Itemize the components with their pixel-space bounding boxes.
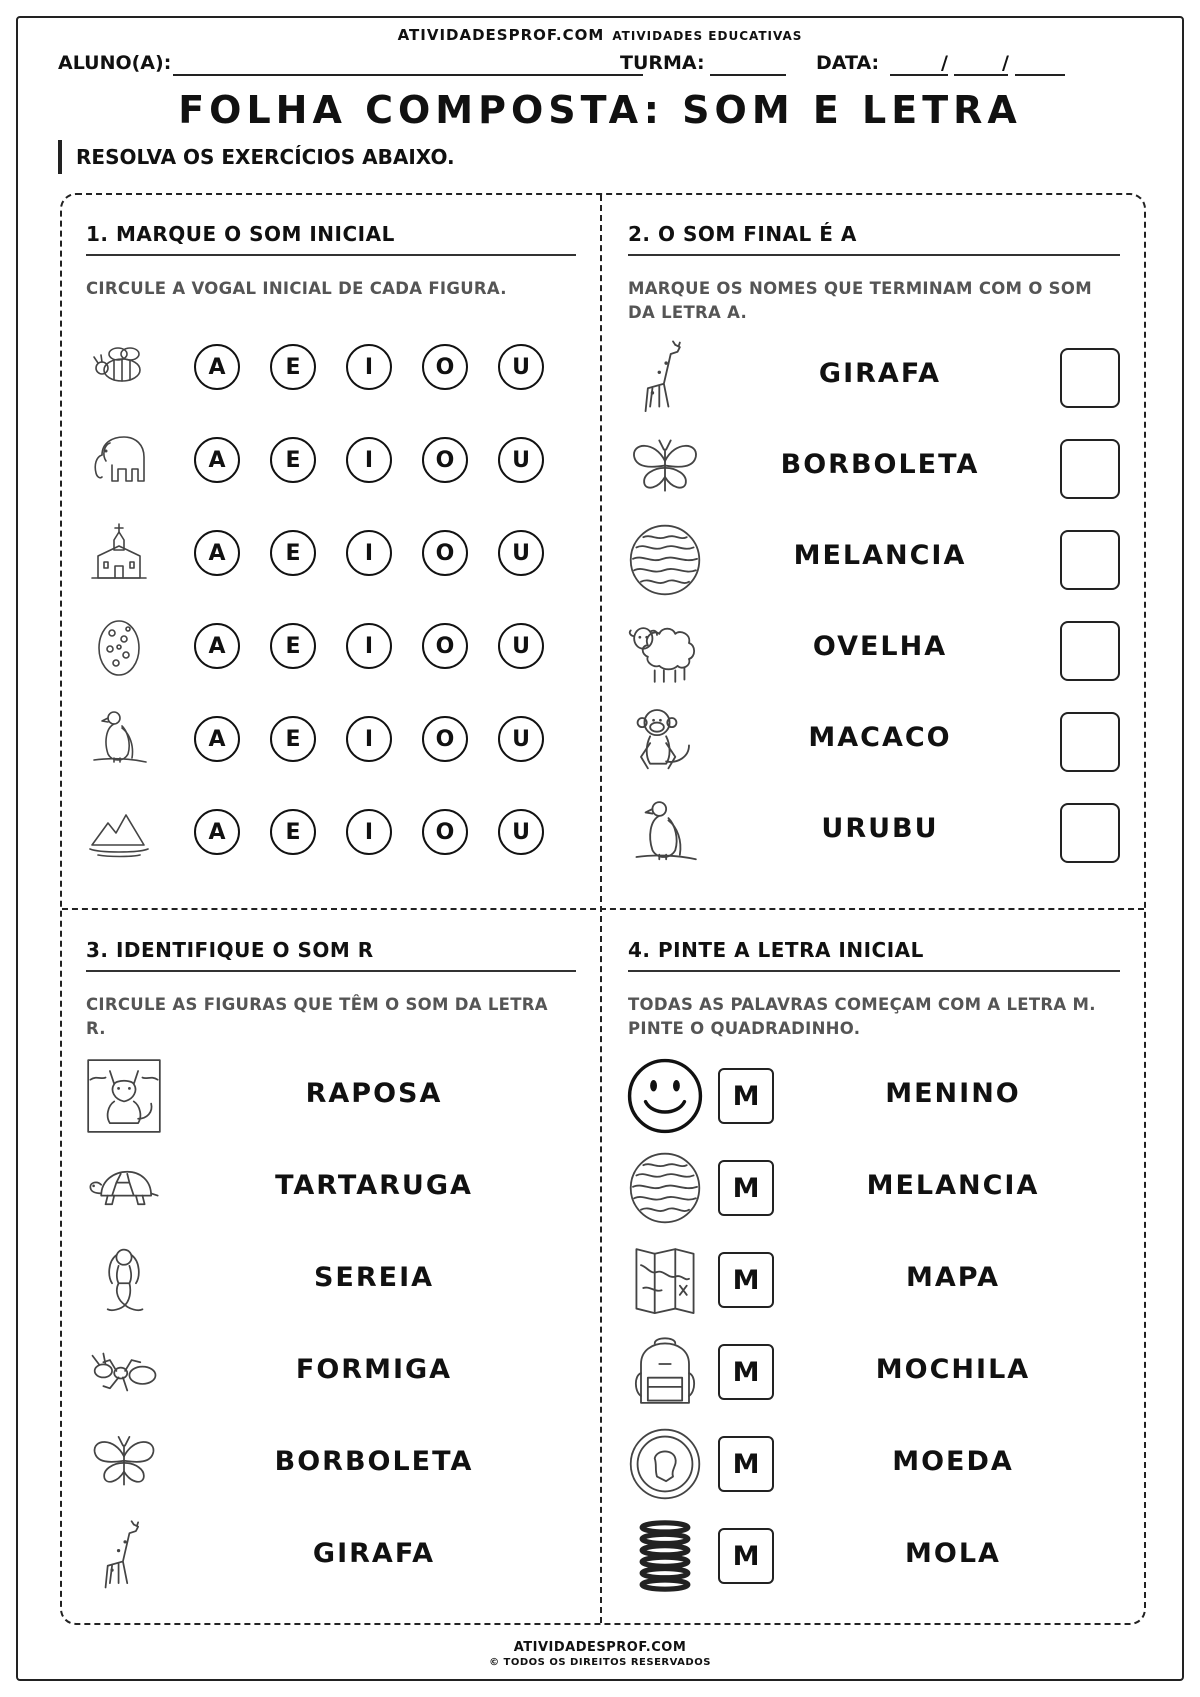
site-name: ATIVIDADESPROF.COM [397,26,605,44]
vowel-option-i[interactable]: I [346,437,392,483]
vulture-icon [625,793,705,873]
vowel-option-i[interactable]: I [346,344,392,390]
island-icon [84,797,154,867]
answer-checkbox[interactable] [1060,712,1120,772]
date-separator: / [1002,52,1009,74]
vowel-option-e[interactable]: E [270,716,316,762]
student-name-line[interactable] [173,74,643,76]
answer-checkbox[interactable] [1060,530,1120,590]
site-header [0,26,1200,44]
section3-subtitle [86,993,548,1041]
word-label[interactable]: GIRAFA [312,1538,436,1569]
map-icon [625,1240,705,1320]
vowel-option-e[interactable]: E [270,623,316,669]
answer-checkbox[interactable] [1060,621,1120,681]
vowel-option-o[interactable]: O [422,809,468,855]
vowel-option-a[interactable]: A [194,344,240,390]
section1-subtitle: CIRCULE A VOGAL INICIAL DE CADA FIGURA. [86,279,507,298]
vowel-option-e[interactable]: E [270,437,316,483]
section2-subtitle [628,277,1092,325]
date-month-line[interactable] [954,74,1008,76]
word-label: MAPA [906,1262,1000,1293]
section4-title: 4. PINTE A LETRA INICIAL [628,938,924,962]
mermaid-icon [86,1242,162,1318]
elephant-icon [84,425,154,495]
vowel-option-e[interactable]: E [270,809,316,855]
page-title: FOLHA COMPOSTA: SOM E LETRA [178,88,1022,132]
word-label: MENINO [885,1078,1021,1109]
footer-copyright: © TODOS OS DIREITOS RESERVADOS [489,1657,711,1668]
smiley-icon [625,1056,705,1136]
vowel-option-a[interactable]: A [194,530,240,576]
section2-underline [628,254,1120,256]
word-label: MOEDA [892,1446,1014,1477]
egg-icon [84,611,154,681]
word-label: MACACO [808,722,952,753]
backpack-icon [625,1332,705,1412]
turtle-icon [86,1150,162,1226]
vowel-option-o[interactable]: O [422,623,468,669]
section2-subtitle-line: MARQUE OS NOMES QUE TERMINAM COM O SOM [628,279,1092,298]
word-label: MELANCIA [866,1170,1040,1201]
vowel-option-e[interactable]: E [270,530,316,576]
letter-m-box[interactable]: M [718,1068,774,1124]
church-icon [84,518,154,588]
section3-underline [86,970,576,972]
word-label[interactable]: FORMIGA [295,1354,453,1385]
word-label: OVELHA [812,631,948,662]
spring-icon [625,1516,705,1596]
date-separator: / [941,52,948,74]
letter-m-box[interactable]: M [718,1252,774,1308]
vowel-option-i[interactable]: I [346,716,392,762]
word-label[interactable]: BORBOLETA [274,1446,474,1477]
bee-icon [84,332,154,402]
section1-title: 1. MARQUE O SOM INICIAL [86,222,395,246]
fox-icon [86,1058,162,1134]
word-label[interactable]: RAPOSA [305,1078,443,1109]
section4-subtitle-line: PINTE O QUADRADINHO. [628,1019,861,1038]
section1-underline [86,254,576,256]
vowel-option-u[interactable]: U [498,530,544,576]
answer-checkbox[interactable] [1060,803,1120,863]
word-label: GIRAFA [818,358,942,389]
student-info-row [58,52,1148,78]
vulture-icon [84,704,154,774]
answer-checkbox[interactable] [1060,348,1120,408]
vowel-option-i[interactable]: I [346,809,392,855]
word-label: MELANCIA [793,540,967,571]
vowel-option-u[interactable]: U [498,716,544,762]
vowel-option-o[interactable]: O [422,344,468,390]
site-tagline: ATIVIDADES EDUCATIVAS [612,29,803,43]
word-label[interactable]: SEREIA [313,1262,435,1293]
vowel-option-u[interactable]: U [498,437,544,483]
vowel-option-e[interactable]: E [270,344,316,390]
class-label: TURMA: [620,52,705,74]
vowel-option-a[interactable]: A [194,809,240,855]
section3-subtitle-line: CIRCULE AS FIGURAS QUE TÊM O SOM DA LETRA [86,995,548,1014]
section4-subtitle [628,993,1096,1041]
section4-subtitle-line: TODAS AS PALAVRAS COMEÇAM COM A LETRA M. [628,995,1096,1014]
vowel-option-u[interactable]: U [498,623,544,669]
section2-title: 2. O SOM FINAL É A [628,222,857,246]
footer-site: ATIVIDADESPROF.COM [513,1640,687,1655]
word-label: MOCHILA [875,1354,1031,1385]
monkey-icon [625,702,705,782]
letter-m-box[interactable]: M [718,1160,774,1216]
vowel-option-i[interactable]: I [346,623,392,669]
letter-m-box[interactable]: M [718,1344,774,1400]
vowel-option-a[interactable]: A [194,437,240,483]
student-label: ALUNO(A): [58,52,172,74]
word-label: MOLA [905,1538,1001,1569]
class-line[interactable] [710,74,786,76]
date-year-line[interactable] [1015,74,1065,76]
section3-subtitle-line: R. [86,1019,106,1038]
vowel-option-i[interactable]: I [346,530,392,576]
instruction: RESOLVA OS EXERCÍCIOS ABAIXO. [58,140,455,174]
footer [0,1640,1200,1668]
giraffe-icon [625,338,705,418]
letter-m-box[interactable]: M [718,1528,774,1584]
letter-m-box[interactable]: M [718,1436,774,1492]
section4-underline [628,970,1120,972]
vowel-option-a[interactable]: A [194,716,240,762]
butterfly-icon [625,429,705,509]
section2-subtitle-line: DA LETRA A. [628,303,748,322]
horizontal-divider [62,908,1144,910]
vowel-option-a[interactable]: A [194,623,240,669]
date-day-line[interactable] [890,74,948,76]
date-label: DATA: [816,52,880,74]
ant-icon [86,1334,162,1410]
word-label: URUBU [821,813,939,844]
vowel-option-o[interactable]: O [422,437,468,483]
butterfly-icon [86,1426,162,1502]
giraffe-icon [86,1518,162,1594]
word-label[interactable]: TARTARUGA [275,1170,473,1201]
answer-checkbox[interactable] [1060,439,1120,499]
vowel-option-o[interactable]: O [422,716,468,762]
watermelon-icon [625,520,705,600]
vowel-option-u[interactable]: U [498,809,544,855]
vowel-option-u[interactable]: U [498,344,544,390]
sheep-icon [625,611,705,691]
watermelon-icon [625,1148,705,1228]
coin-icon [625,1424,705,1504]
word-label: BORBOLETA [780,449,980,480]
vowel-option-o[interactable]: O [422,530,468,576]
section3-title: 3. IDENTIFIQUE O SOM R [86,938,374,962]
